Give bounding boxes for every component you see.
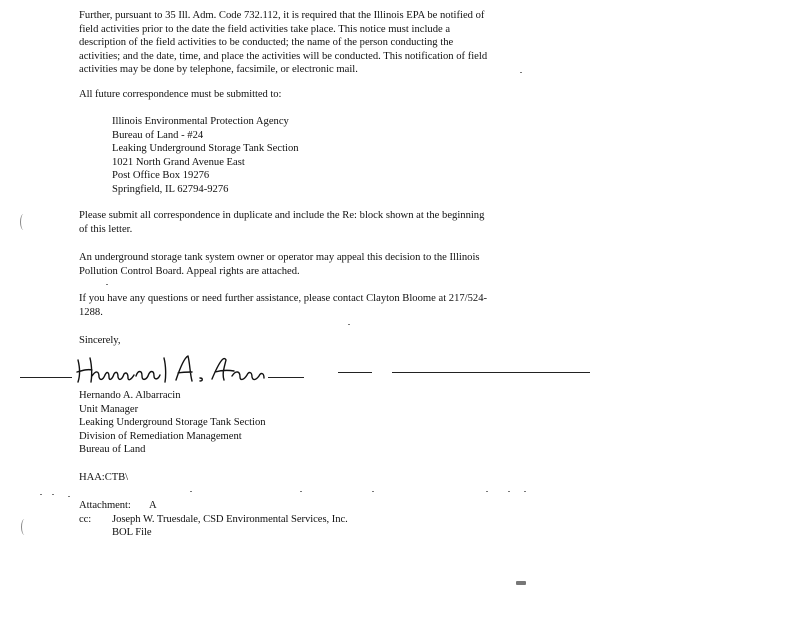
signature-line-right <box>392 372 590 373</box>
address-line: Leaking Underground Storage Tank Section <box>112 143 299 155</box>
handwritten-signature <box>72 354 272 388</box>
signer-section: Leaking Underground Storage Tank Section <box>79 417 266 429</box>
signer-bureau: Bureau of Land <box>79 444 146 456</box>
scan-speck <box>486 491 488 492</box>
scan-speck <box>300 491 302 492</box>
attachment-label: Attachment: <box>79 500 131 511</box>
closing: Sincerely, <box>79 335 121 346</box>
text-line: Further, pursuant to 35 Ill. Adm. Code 732.112, it is required that the Illinois EPA be notified of <box>79 10 485 21</box>
address-line: 1021 North Grand Avenue East <box>112 156 245 168</box>
correspondence-intro: All future correspondence must be submitted to: <box>79 89 282 100</box>
questions-paragraph <box>79 292 487 319</box>
address-line: Springfield, IL 62794-9276 <box>112 183 229 195</box>
address-line: Post Office Box 19276 <box>112 170 210 182</box>
signer-title: Unit Manager <box>79 403 139 415</box>
attachment-value: A <box>149 500 157 511</box>
cc-recipient: Joseph W. Truesdale, CSD Environmental Services, Inc. <box>112 514 348 525</box>
signature-line-mid <box>268 377 304 378</box>
scan-speck <box>524 491 526 492</box>
scan-speck <box>68 496 70 497</box>
text-line: 1288. <box>79 306 103 318</box>
mailing-address <box>112 115 299 197</box>
text-line: activities may be done by telephone, facsimile, or electronic mail. <box>79 64 358 76</box>
notification-paragraph <box>79 9 487 77</box>
scan-speck <box>372 491 374 492</box>
text-line: of this letter. <box>79 223 133 235</box>
scan-speck <box>516 581 526 585</box>
signer-division: Division of Remediation Management <box>79 430 242 442</box>
scan-mark <box>20 214 27 230</box>
text-line: An underground storage tank system owner or operator may appeal this decision to the Illinois <box>79 252 480 263</box>
signer-block <box>79 389 266 457</box>
text-line: activities; and the date, time, and place the activities will be conducted. This notification of field <box>79 50 488 62</box>
scan-speck <box>40 494 42 495</box>
text-line: description of the field activities to be conducted; the name of the person conducting the <box>79 37 454 49</box>
text-line: If you have any questions or need further assistance, please contact Clayton Bloome at 217/524- <box>79 293 488 304</box>
signature-line-left <box>20 377 72 378</box>
signer-name: Hernando A. Albarracin <box>79 390 181 401</box>
cc-recipient: BOL File <box>112 527 152 538</box>
scan-speck <box>508 491 510 492</box>
text-line: Pollution Control Board. Appeal rights are attached. <box>79 265 300 277</box>
scan-mark <box>21 519 28 535</box>
scan-speck <box>520 72 522 73</box>
scan-speck <box>348 324 350 325</box>
address-line: Illinois Environmental Protection Agency <box>112 116 289 127</box>
cc-label: cc: <box>79 514 92 525</box>
address-line: Bureau of Land - #24 <box>112 129 204 141</box>
signature-line-short <box>338 372 372 373</box>
scan-speck <box>190 491 192 492</box>
text-line: field activities prior to the date the field activities take place. This notice must include a <box>79 23 451 35</box>
scan-speck <box>106 284 108 285</box>
duplicate-paragraph <box>79 209 484 236</box>
appeal-paragraph <box>79 251 480 278</box>
text-line: Please submit all correspondence in duplicate and include the Re: block shown at the beginning <box>79 210 485 221</box>
scan-speck <box>52 494 54 495</box>
initials: HAA:CTB\ <box>79 472 129 483</box>
